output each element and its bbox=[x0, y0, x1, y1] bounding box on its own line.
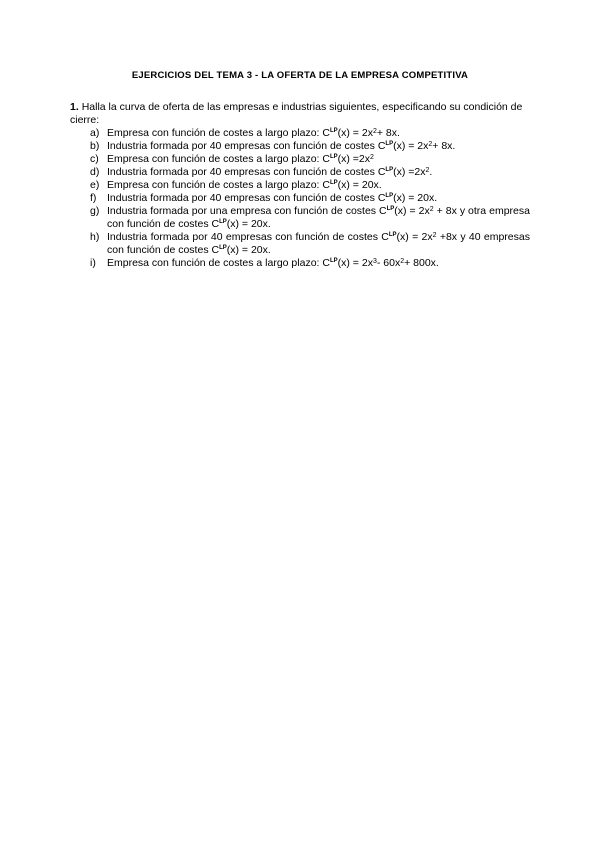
item-formula: (x) = 2x bbox=[396, 231, 433, 243]
item-marker: f) bbox=[90, 192, 97, 204]
cost-superscript: LP bbox=[329, 154, 338, 160]
exponent: 2 bbox=[400, 258, 405, 265]
exercise-1 bbox=[70, 101, 530, 270]
page-title: EJERCICIOS DEL TEMA 3 - LA OFERTA DE LA EMPRESA COMPETITIVA bbox=[131, 70, 469, 81]
item-formula-end: (x) = 20x. bbox=[226, 244, 271, 256]
item-marker: g) bbox=[90, 205, 100, 217]
exercise-statement-text: Halla la curva de oferta de las empresas e industrias siguientes, especificando su condición de cierre: bbox=[70, 101, 523, 126]
list-item bbox=[70, 166, 530, 179]
exercise-statement bbox=[70, 101, 530, 127]
item-marker: h) bbox=[90, 231, 100, 243]
item-marker: e) bbox=[90, 179, 100, 191]
item-formula: (x) = 2x bbox=[394, 205, 430, 217]
item-text: Empresa con función de costes a largo plazo: C bbox=[107, 257, 330, 269]
item-formula: (x) = 20x. bbox=[393, 192, 438, 204]
item-text: Industria formada por 40 empresas con función de costes C bbox=[107, 140, 386, 152]
list-item bbox=[70, 231, 530, 257]
exponent: 2 bbox=[370, 154, 374, 161]
item-text: Empresa con función de costes a largo plazo: C bbox=[107, 179, 330, 191]
list-item bbox=[70, 257, 530, 270]
item-text: Industria formada por 40 empresas con función de costes C bbox=[107, 166, 386, 178]
item-formula-tail: + 8x. bbox=[432, 140, 456, 152]
item-formula: (x) = 20x. bbox=[337, 179, 382, 191]
item-formula-tail: +8x y 40 empresas con función de costes C bbox=[107, 231, 530, 256]
exercise-number: 1. bbox=[70, 101, 79, 113]
item-text: Empresa con función de costes a largo plazo: C bbox=[107, 153, 330, 165]
exponent: 2 bbox=[432, 232, 437, 239]
list-item bbox=[70, 192, 530, 205]
exponent: 3 bbox=[372, 258, 377, 265]
cost-superscript: LP bbox=[329, 258, 338, 264]
item-formula-tail: . bbox=[429, 166, 433, 178]
item-formula-tail: + 8x y otra empresa con función de costes C bbox=[107, 205, 530, 230]
exercise-items bbox=[70, 127, 530, 270]
item-formula-end: + 800x. bbox=[404, 257, 439, 269]
item-formula: (x) =2x bbox=[337, 153, 371, 165]
item-formula: (x) = 2x bbox=[337, 127, 373, 139]
list-item bbox=[70, 153, 530, 166]
item-text: Industria formada por una empresa con función de costes C bbox=[107, 205, 387, 217]
list-item bbox=[70, 127, 530, 140]
cost-superscript: LP bbox=[385, 193, 394, 199]
cost-superscript: LP bbox=[219, 219, 227, 225]
exponent: 2 bbox=[372, 128, 377, 135]
item-text: Industria formada por 40 empresas con función de costes C bbox=[107, 231, 389, 243]
list-item bbox=[70, 205, 530, 231]
item-text: Empresa con función de costes a largo plazo: C bbox=[107, 127, 330, 139]
exponent: 2 bbox=[428, 141, 433, 148]
item-marker: i) bbox=[90, 257, 96, 269]
cost-superscript: LP bbox=[219, 245, 227, 251]
list-item bbox=[70, 179, 530, 192]
item-formula: (x) = 2x bbox=[337, 257, 373, 269]
exponent: 2 bbox=[429, 206, 434, 213]
item-formula-tail: - 60x bbox=[376, 257, 401, 269]
item-formula: (x) =2x bbox=[393, 166, 426, 178]
item-text: Industria formada por 40 empresas con función de costes C bbox=[107, 192, 386, 204]
item-formula-end: (x) = 20x. bbox=[226, 218, 271, 230]
cost-superscript: LP bbox=[388, 232, 397, 238]
cost-superscript: LP bbox=[385, 141, 394, 147]
cost-superscript: LP bbox=[329, 180, 338, 186]
cost-superscript: LP bbox=[329, 128, 338, 134]
cost-superscript: LP bbox=[385, 167, 394, 173]
item-marker: c) bbox=[90, 153, 99, 165]
exponent: 2 bbox=[425, 167, 430, 174]
item-formula-tail: + 8x. bbox=[376, 127, 400, 139]
item-marker: b) bbox=[90, 140, 100, 152]
item-marker: d) bbox=[90, 166, 100, 178]
cost-superscript: LP bbox=[386, 206, 395, 212]
item-formula: (x) = 2x bbox=[393, 140, 429, 152]
list-item bbox=[70, 140, 530, 153]
item-marker: a) bbox=[90, 127, 100, 139]
